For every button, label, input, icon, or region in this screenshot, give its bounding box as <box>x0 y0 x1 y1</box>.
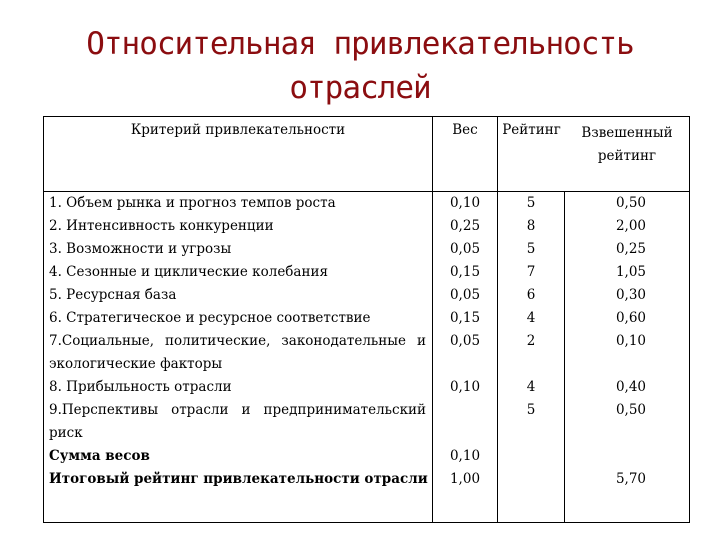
weighted-total-value: 5,70 <box>615 471 646 487</box>
weight-value: 0,05 <box>449 287 481 303</box>
criterion-6: 6. Стратегическое и ресурсное соответствие <box>49 310 371 326</box>
table-body-row <box>44 192 690 523</box>
weighted-value <box>565 353 689 376</box>
weight-sum-value: 0,10 <box>449 448 481 464</box>
weighted-value: 0,60 <box>615 310 646 326</box>
weight-column <box>433 192 498 523</box>
weight-value <box>433 399 497 422</box>
weighted-value: 0,50 <box>615 195 646 211</box>
criterion-9-line-1: 9.Перспективы отрасли и предпринимательский <box>49 402 426 418</box>
page-title <box>0 22 720 110</box>
sum-weights-label: Сумма весов <box>49 448 150 464</box>
criterion-3: 3. Возможности и угрозы <box>49 241 232 257</box>
weight-value: 0,25 <box>449 218 481 234</box>
weighted-value: 0,30 <box>615 287 646 303</box>
rating-value: 4 <box>526 310 536 326</box>
header-weight: Вес <box>433 117 498 192</box>
weight-value: 0,05 <box>449 333 481 349</box>
criterion-1: 1. Объем рынка и прогноз темпов роста <box>49 195 336 211</box>
header-weighted-line-2: рейтинг <box>597 148 657 164</box>
weight-value: 0,05 <box>449 241 481 257</box>
rating-value: 5 <box>526 241 536 257</box>
weighted-value: 0,10 <box>615 333 646 349</box>
weighted-value: 2,00 <box>615 218 646 234</box>
rating-value <box>498 353 564 376</box>
weight-value <box>433 353 497 376</box>
weighted-value <box>565 445 689 468</box>
weighted-column <box>565 192 690 523</box>
header-rating-group <box>498 117 690 192</box>
weighted-value: 1,05 <box>615 264 646 280</box>
weight-value: 0,15 <box>449 264 481 280</box>
table-header-row <box>44 117 690 192</box>
total-rating-label: Итоговый рейтинг привлекательности отрасли <box>49 471 428 487</box>
header-criterion: Критерий привлекательности <box>44 117 433 192</box>
weighted-value <box>565 422 689 445</box>
weight-value: 0,15 <box>449 310 481 326</box>
header-rating: Рейтинг <box>502 122 561 138</box>
criterion-5: 5. Ресурсная база <box>49 287 177 303</box>
criteria-column <box>44 192 433 523</box>
criterion-4: 4. Сезонные и циклические колебания <box>49 264 328 280</box>
weight-value: 0,10 <box>449 379 481 395</box>
rating-value: 2 <box>526 333 536 349</box>
criterion-7-line-1: 7.Социальные, политические, законодательные и <box>49 333 426 349</box>
criterion-2: 2. Интенсивность конкуренции <box>49 218 274 234</box>
rating-value <box>498 422 564 445</box>
weight-total-value: 1,00 <box>449 471 481 487</box>
rating-value: 8 <box>526 218 536 234</box>
rating-column <box>498 192 565 523</box>
weighted-value: 0,40 <box>615 379 646 395</box>
header-weighted <box>565 122 689 191</box>
rating-value: 6 <box>526 287 536 303</box>
weighted-value: 0,50 <box>615 402 646 418</box>
criterion-7-line-2: экологические факторы <box>49 356 223 372</box>
title-line-2: отраслей <box>289 70 431 106</box>
weighted-value: 0,25 <box>615 241 646 257</box>
attractiveness-table <box>43 116 690 523</box>
rating-value: 5 <box>526 195 536 211</box>
rating-value: 7 <box>526 264 536 280</box>
rating-value <box>498 445 564 468</box>
criterion-8: 8. Прибыльность отрасли <box>49 379 232 395</box>
weight-value: 0,10 <box>449 195 481 211</box>
rating-value: 4 <box>526 379 536 395</box>
title-line-1: Относительная привлекательность <box>86 26 634 62</box>
header-weighted-line-1: Взвешенный <box>581 125 673 141</box>
criterion-9-line-2: риск <box>49 425 83 441</box>
rating-value <box>498 468 564 491</box>
rating-value: 5 <box>526 402 536 418</box>
weight-value <box>433 422 497 445</box>
